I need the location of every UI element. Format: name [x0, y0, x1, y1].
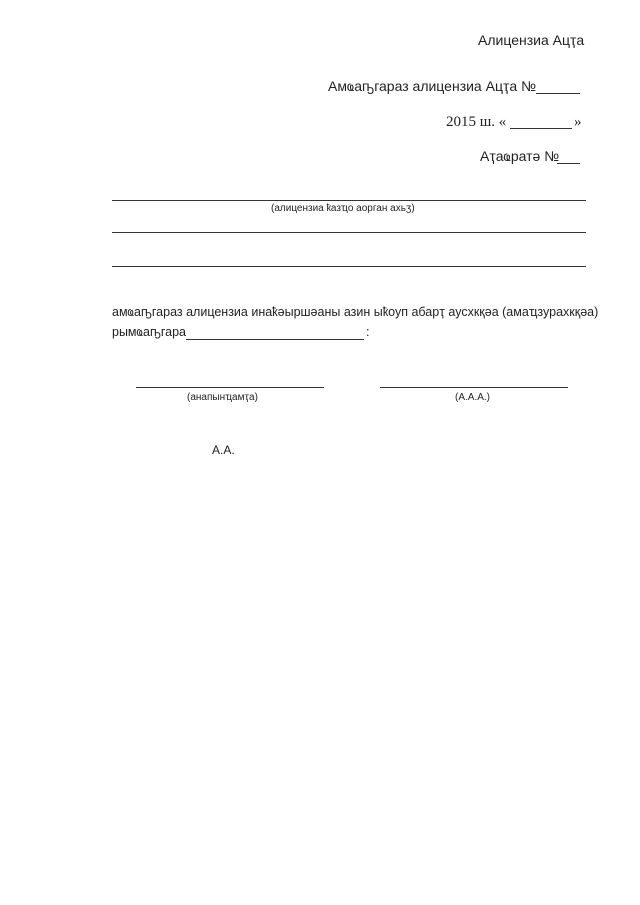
position-caption: (анапынҵамҭа)	[187, 392, 258, 403]
body-text-line-1: амҩаҧгараз алицензиа инаҟәыршәаны азин ыҟоуп абарҭ аусхкқәа (амаҵзурахкқәа)	[112, 305, 599, 319]
licensing-authority-line	[112, 200, 586, 201]
registration-number-blank	[557, 163, 580, 164]
blank-line-1	[112, 232, 586, 233]
annex-number-blank	[536, 93, 580, 94]
registration-label: Аҭаҩратә №	[480, 148, 560, 164]
name-caption: (А.А.А.)	[455, 392, 491, 403]
annex-label: Амҩаҧгараз алицензиа Ацҭа №	[328, 78, 537, 94]
position-signature-line	[136, 387, 324, 388]
licensing-authority-caption: (алицензиа ҟазҵо аорган ахьӡ)	[271, 203, 415, 214]
date-text: 2015 ш. «	[446, 114, 507, 130]
body-text-line-2-prefix: рымҩаҧгара	[112, 325, 187, 339]
stamp-place: А.А.	[212, 443, 235, 457]
date-blank	[510, 128, 572, 129]
date-close: »	[574, 114, 582, 130]
activity-blank	[186, 339, 364, 340]
blank-line-2	[112, 266, 586, 267]
document-title: Алицензиа Ацҭа	[478, 32, 585, 48]
body-text-line-2-suffix: :	[366, 325, 370, 339]
name-signature-line	[380, 387, 568, 388]
